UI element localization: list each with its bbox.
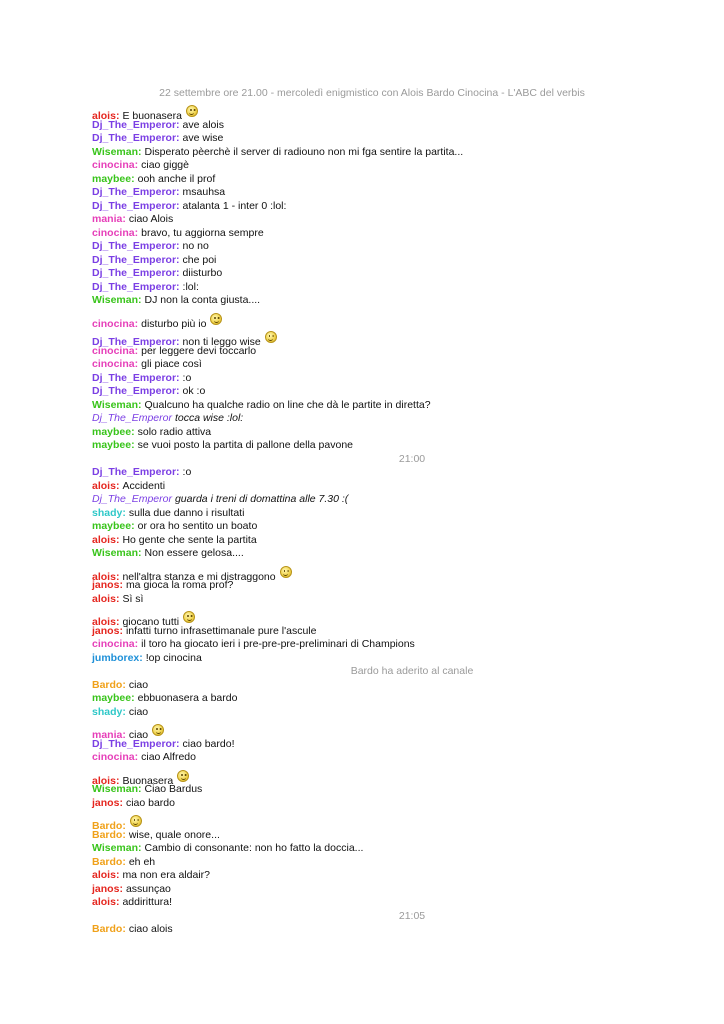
nick-label: mania : [92, 729, 126, 741]
nick-label: Wiseman : [92, 146, 142, 158]
nick-label: Dj_The_Emperor : [92, 119, 180, 131]
message-text: ok :o [182, 385, 206, 397]
nick-label: Dj_The_Emperor : [92, 254, 180, 266]
chat-message [92, 507, 632, 521]
nick-label: Wiseman : [92, 399, 142, 411]
message-text: ciao [128, 729, 149, 741]
chat-message [92, 294, 632, 308]
nick-label: Dj_The_Emperor : [92, 281, 180, 293]
message-text: Accidenti [122, 479, 166, 492]
nick-label: Wiseman : [92, 547, 142, 559]
nick-label: alois : [92, 593, 119, 605]
smiley-icon [183, 611, 195, 623]
nick-label: Dj_The_Emperor : [92, 336, 180, 348]
chat-message [92, 829, 632, 843]
nick-label: maybee : [92, 173, 135, 185]
message-text: msauhsa [182, 186, 226, 198]
chat-message [92, 466, 632, 480]
message-text: Sì sì [122, 592, 144, 605]
message-text: :o [182, 371, 192, 384]
chat-header: 22 settembre ore 21.00 - mercoledì enigmistico con Alois Bardo Cinocina - L'ABC del verbis [159, 87, 585, 99]
chat-message [92, 842, 632, 856]
nick-label: alois : [92, 896, 119, 908]
smiley-icon [265, 331, 277, 343]
message-text: ciao [128, 705, 149, 718]
chat-message [92, 254, 632, 268]
message-text: assunçao [125, 882, 171, 895]
message-text: ciao [128, 678, 149, 691]
smiley-icon [186, 105, 198, 117]
message-text: che poi [182, 253, 217, 266]
message-text: ave wise [182, 132, 224, 144]
chat-message [92, 561, 632, 583]
message-text: ooh anche il prof [137, 172, 216, 185]
timestamp-divider: 21:00 [398, 452, 426, 465]
nick-label: alois : [92, 775, 119, 787]
message-text: bravo, tu aggiorna sempre [141, 226, 264, 239]
message-text: Cambio di consonante: non ho fatto la doccia... [144, 842, 364, 854]
message-text: solo radio attiva [137, 425, 212, 438]
nick-label: janos : [92, 883, 123, 895]
message-list [92, 100, 632, 937]
nick-label: Dj_The_Emperor : [92, 466, 180, 478]
message-text: !op cinocina [145, 651, 202, 664]
chat-message [92, 159, 632, 173]
nick-label: Dj_The_Emperor : [92, 372, 180, 384]
smiley-icon [177, 770, 189, 782]
chat-message [92, 385, 632, 399]
chat-message [92, 797, 632, 811]
chat-message [92, 810, 632, 832]
chat-message [92, 679, 632, 693]
nick-label: alois : [92, 571, 119, 583]
message-text: E buonasera [122, 110, 182, 122]
nick-label: alois : [92, 534, 119, 546]
chat-message [92, 783, 632, 797]
timestamp-divider: 21:05 [398, 909, 426, 922]
message-text: Ho gente che sente la partita [122, 533, 257, 546]
chat-message [92, 520, 632, 534]
message-text: ciao Alfredo [141, 751, 196, 763]
message-text: :o [182, 466, 192, 478]
nick-label: Bardo : [92, 923, 126, 935]
nick-label: jumborex : [92, 652, 143, 664]
chat-message [92, 738, 632, 752]
nick-label: shady : [92, 507, 126, 519]
nick-label: Bardo : [92, 820, 126, 832]
nick-label: Bardo : [92, 856, 126, 868]
chat-message [92, 719, 632, 741]
chat-message [92, 883, 632, 897]
message-text: ciao giggè [141, 159, 189, 171]
chat-message [92, 200, 632, 214]
nick-label: Wiseman : [92, 783, 142, 795]
message-text: Non essere gelosa.... [144, 547, 244, 559]
message-text: ciao bardo! [182, 737, 235, 750]
nick-label: janos : [92, 797, 123, 809]
nick-label: Wiseman : [92, 294, 142, 306]
message-text: diisturbo [182, 267, 223, 279]
chat-message [92, 227, 632, 241]
message-text: ciao bardo [125, 796, 175, 809]
action-message [92, 412, 632, 426]
nick-label: cinocina : [92, 345, 138, 357]
chat-message [92, 399, 632, 413]
chat-message [92, 706, 632, 720]
message-text: Qualcuno ha qualche radio on line che dà le partite in diretta? [144, 398, 431, 411]
message-text: il toro ha giocato ieri i pre-pre-pre-preliminari di Champions [141, 638, 415, 650]
chat-message [92, 751, 632, 765]
chat-message [92, 638, 632, 652]
nick-label: Dj_The_Emperor [92, 412, 172, 424]
smiley-icon [210, 313, 222, 325]
chat-message [92, 358, 632, 372]
message-text: Ciao Bardus [144, 783, 203, 795]
nick-label: cinocina : [92, 318, 138, 330]
message-text: eh eh [128, 855, 156, 868]
message-text: guarda i treni di domattina alle 7.30 :( [174, 493, 349, 505]
chat-message [92, 923, 632, 937]
chat-message [92, 593, 632, 607]
nick-label: cinocina : [92, 227, 138, 239]
chat-message [92, 606, 632, 628]
nick-label: cinocina : [92, 638, 138, 650]
nick-label: Bardo : [92, 829, 126, 841]
message-text: DJ non la conta giusta.... [144, 294, 261, 306]
message-text: disturbo più io [141, 317, 207, 330]
message-text: giocano tutti [122, 616, 180, 628]
message-text: or ora ho sentito un boato [137, 520, 258, 532]
chat-message [92, 146, 632, 160]
nick-label: alois : [92, 616, 119, 628]
chat-message [92, 308, 632, 330]
nick-label: janos : [92, 625, 123, 637]
message-text: ciao Alois [128, 213, 174, 225]
chat-message [92, 119, 632, 133]
nick-label: maybee : [92, 692, 135, 704]
chat-message [92, 173, 632, 187]
message-text: ma gioca la roma prof? [125, 579, 234, 591]
message-text: se vuoi posto la partita di pallone della pavone [137, 439, 354, 451]
chat-message [92, 534, 632, 548]
system-message: Bardo ha aderito al canale [350, 665, 474, 677]
nick-label: cinocina : [92, 751, 138, 763]
message-text: non ti leggo wise [182, 336, 261, 348]
message-text: tocca wise :lol: [174, 412, 244, 424]
nick-label: maybee : [92, 426, 135, 438]
message-text: ma non era aldair? [122, 869, 210, 881]
chat-message [92, 439, 632, 453]
smiley-icon [280, 566, 292, 578]
chat-message [92, 652, 632, 666]
smiley-icon [152, 724, 164, 736]
chat-message [92, 267, 632, 281]
chat-message [92, 896, 632, 910]
nick-label: mania : [92, 213, 126, 225]
nick-label: Dj_The_Emperor [92, 493, 172, 505]
nick-label: Dj_The_Emperor : [92, 186, 180, 198]
chat-message [92, 426, 632, 440]
message-text: gli piace così [141, 358, 202, 370]
nick-label: Dj_The_Emperor : [92, 385, 180, 397]
chat-message [92, 100, 632, 122]
message-text: infatti turno infrasettimanale pure l'ascule [125, 624, 317, 637]
chat-message [92, 547, 632, 561]
nick-label: Wiseman : [92, 842, 142, 854]
smiley-icon [130, 815, 142, 827]
nick-label: alois : [92, 480, 119, 492]
nick-label: Bardo : [92, 679, 126, 691]
chat-message [92, 132, 632, 146]
nick-label: cinocina : [92, 159, 138, 171]
nick-label: Dj_The_Emperor : [92, 132, 180, 144]
chat-message [92, 186, 632, 200]
message-text: no no [182, 240, 209, 252]
chat-message [92, 345, 632, 359]
message-text: wise, quale onore... [128, 828, 220, 841]
message-text: ciao alois [128, 923, 173, 935]
chat-message [92, 579, 632, 593]
nick-label: Dj_The_Emperor : [92, 267, 180, 279]
message-text: ebbuonasera a bardo [137, 692, 238, 704]
nick-label: maybee : [92, 520, 135, 532]
action-message [92, 493, 632, 507]
nick-label: alois : [92, 110, 119, 122]
chat-message [92, 692, 632, 706]
nick-label: alois : [92, 869, 119, 881]
chat-message [92, 625, 632, 639]
nick-label: shady : [92, 706, 126, 718]
chat-message [92, 869, 632, 883]
message-text: ave alois [182, 118, 224, 131]
message-text: nell'altra stanza e mi distraggono [122, 570, 276, 583]
chat-log [92, 86, 632, 937]
message-text: :lol: [182, 280, 199, 293]
chat-message [92, 372, 632, 386]
message-text: atalanta 1 - inter 0 :lol: [182, 199, 287, 212]
message-text: Buonasera [122, 774, 174, 787]
chat-message [92, 281, 632, 295]
nick-label: Dj_The_Emperor : [92, 738, 180, 750]
nick-label: Dj_The_Emperor : [92, 240, 180, 252]
nick-label: Dj_The_Emperor : [92, 200, 180, 212]
chat-message [92, 213, 632, 227]
message-text: addirittura! [122, 896, 173, 908]
message-text: Disperato pèerchè il server di radiouno non mi fga sentire la partita... [144, 145, 464, 158]
chat-message [92, 856, 632, 870]
message-text: sulla due danno i risultati [128, 506, 245, 519]
nick-label: janos : [92, 579, 123, 591]
chat-message [92, 765, 632, 787]
message-text: per leggere devi toccarlo [141, 344, 257, 357]
chat-message [92, 480, 632, 494]
nick-label: cinocina : [92, 358, 138, 370]
chat-message [92, 240, 632, 254]
nick-label: maybee : [92, 439, 135, 451]
